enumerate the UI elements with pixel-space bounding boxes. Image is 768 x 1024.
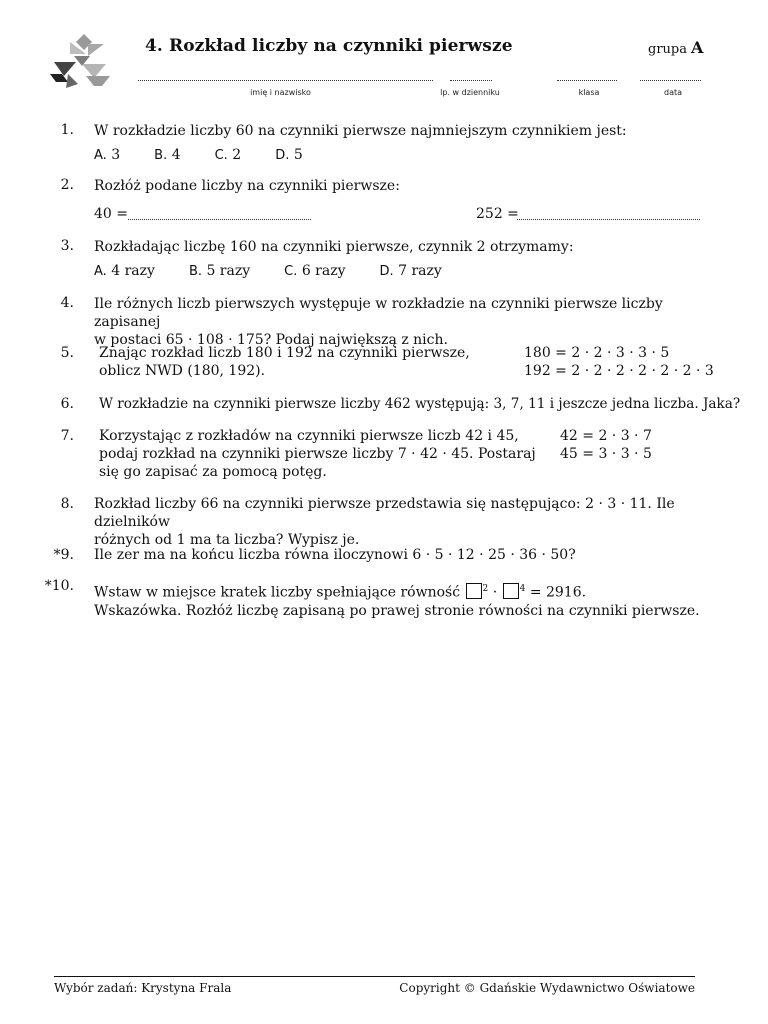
question-number: 1. [60, 122, 74, 138]
question-number: 4. [60, 295, 74, 311]
date-field-line[interactable] [640, 80, 701, 81]
question-number: *9. [53, 547, 74, 563]
date-field-label: data [663, 88, 683, 97]
register-number-field-line[interactable] [450, 80, 492, 81]
question-10-text [94, 580, 700, 620]
group-letter: A [690, 38, 704, 57]
footer-author: Wybór zadań: Krystyna Frala [54, 981, 232, 995]
register-number-field-label: lp. w dzienniku [440, 88, 500, 97]
question-6-text: W rozkładzie na czynniki pierwsze liczby 462 występują: 3, 7, 11 i jeszcze jedna liczba. Jaka? [99, 396, 741, 412]
question-number: 6. [60, 396, 74, 412]
answer-box-2[interactable] [503, 583, 519, 599]
question-5-text: Znając rozkład liczb 180 i 192 na czynniki pierwsze, oblicz NWD (180, 192). [99, 345, 470, 379]
question-number: 7. [60, 428, 74, 444]
name-field-label: imię i nazwisko [250, 88, 311, 97]
option-d[interactable]: D. 5 [275, 147, 303, 163]
question-7-text: Korzystając z rozkładów na czynniki pierwsze liczb 42 i 45, podaj rozkład na czynniki pierwsze liczby 7 · 42 · 45. Postaraj się go zapisać za pomocą potęg. [99, 428, 536, 480]
answer-40-label: 40 = [94, 206, 128, 222]
question-number: *10. [44, 578, 74, 594]
question-2-text: Rozłóż podane liczby na czynniki pierwsze: [94, 178, 400, 194]
footer-divider [54, 976, 695, 977]
question-number: 3. [60, 238, 74, 254]
option-c[interactable]: C. 6 razy [284, 263, 346, 279]
group-label: grupa [648, 42, 687, 57]
answer-252-label: 252 = [476, 206, 519, 222]
question-1-text: W rozkładzie liczby 60 na czynniki pierwsze najmniejszym czynnikiem jest: [94, 123, 627, 139]
class-field-line[interactable] [557, 80, 617, 81]
question-8-text: Rozkład liczby 66 na czynniki pierwsze przedstawia się następująco: 2 · 3 · 11. Ile dzielników różnych od 1 ma ta liczba? Wypisz je. [94, 496, 675, 548]
question-4-text: Ile różnych liczb pierwszych występuje w rozkładzie na czynniki pierwsze liczby zapisanej w postaci 65 · 108 · 175? Podaj największą z nich. [94, 296, 663, 348]
question-number: 5. [60, 345, 74, 361]
option-a[interactable]: A. 3 [94, 147, 121, 163]
question-number: 8. [60, 496, 74, 512]
option-c[interactable]: C. 2 [214, 147, 242, 163]
question-7-factorizations: 42 = 2 · 3 · 7 45 = 3 · 3 · 5 [560, 428, 652, 462]
name-field-line[interactable] [138, 80, 433, 81]
group-indicator [648, 38, 703, 57]
question-10-hint: Wskazówka. Rozłóż liczbę zapisaną po prawej stronie równości na czynniki pierwsze. [94, 602, 700, 619]
footer-copyright: Copyright © Gdańskie Wydawnictwo Oświatowe [399, 981, 695, 995]
question-3-options [94, 262, 476, 281]
option-b[interactable]: B. 4 [154, 147, 181, 163]
option-d[interactable]: D. 7 razy [379, 263, 442, 279]
answer-40-line[interactable] [128, 219, 311, 220]
question-9-text: Ile zer ma na końcu liczba równa iloczynowi 6 · 5 · 12 · 25 · 36 · 50? [94, 547, 576, 563]
question-5-factorizations: 180 = 2 · 2 · 3 · 3 · 5 192 = 2 · 2 · 2 · 2 · 2 · 2 · 3 [524, 345, 714, 379]
question-number: 2. [60, 177, 74, 193]
option-b[interactable]: B. 5 razy [188, 263, 251, 279]
tangram-logo [48, 32, 116, 90]
answer-box-1[interactable] [466, 583, 482, 599]
question-1-options [94, 146, 337, 165]
answer-252-line[interactable] [517, 219, 700, 220]
class-field-label: klasa [578, 88, 600, 97]
option-a[interactable]: A. 4 razy [94, 263, 155, 279]
question-3-text: Rozkładając liczbę 160 na czynniki pierwsze, czynnik 2 otrzymamy: [94, 239, 574, 255]
page-title: 4. Rozkład liczby na czynniki pierwsze [145, 36, 513, 56]
question-10-equation: Wstaw w miejsce kratek liczby spełniające równość $^2$ · $^4$ = 2916. [94, 584, 587, 601]
